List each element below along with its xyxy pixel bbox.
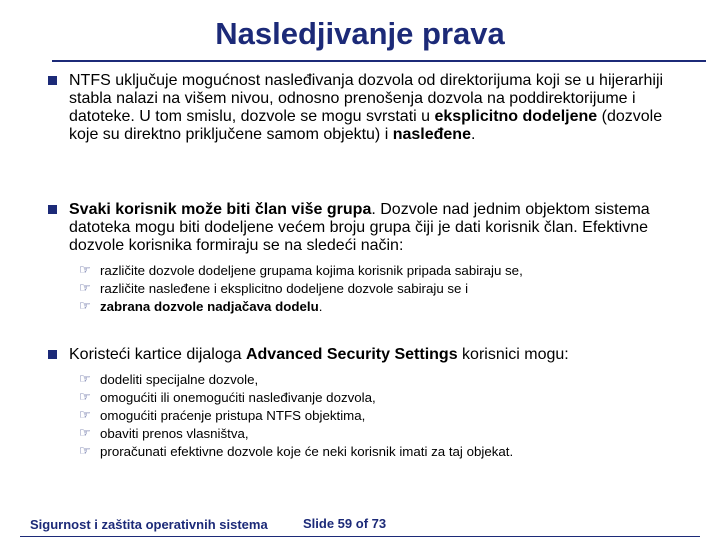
sub-list-item xyxy=(79,298,659,316)
sub-list-item xyxy=(79,371,659,389)
sub-list-item xyxy=(79,389,659,407)
pointing-hand-icon: ☞ xyxy=(79,389,91,404)
sub-item-text: obaviti prenos vlasništva, xyxy=(100,426,249,441)
bullet-segment: korisnici mogu: xyxy=(457,346,569,363)
square-bullet-icon xyxy=(48,76,57,85)
pointing-hand-icon: ☞ xyxy=(79,262,91,277)
bullet-segment-bold: Advanced Security Settings xyxy=(245,346,458,363)
bullet-text xyxy=(69,346,668,364)
bullet-segment: (dozvole koje su direktno priključene samom objektu) i xyxy=(69,108,663,143)
bullet-group-membership xyxy=(48,201,668,255)
sub-item-suffix: . xyxy=(318,299,323,314)
sub-list-item xyxy=(79,425,659,443)
bullet-segment-bold: Svaki korisnik može biti član više grupa xyxy=(69,201,372,218)
bullet-segment: . xyxy=(470,126,476,143)
sub-item-text: omogućiti ili onemogućiti nasleđivanje dozvola, xyxy=(100,390,376,405)
sub-list-item xyxy=(79,262,659,280)
bullet-segment-bold: nasleđene xyxy=(392,126,471,143)
sub-list-effective-permissions xyxy=(79,262,659,316)
sub-item-text: različite dozvole dodeljene grupama kojima korisnik pripada sabiraju se, xyxy=(100,263,523,278)
sub-list-item xyxy=(79,407,659,425)
title-divider xyxy=(52,60,706,62)
bullet-segment-bold: eksplicitno dodeljene xyxy=(434,108,598,125)
slide-title: Nasledjivanje prava xyxy=(215,16,505,51)
pointing-hand-icon: ☞ xyxy=(79,371,91,386)
bullet-text xyxy=(69,72,668,144)
square-bullet-icon xyxy=(48,350,57,359)
sub-item-text: omogućiti praćenje pristupa NTFS objektima, xyxy=(100,408,366,423)
footer-divider xyxy=(20,536,700,537)
sub-list-item xyxy=(79,443,659,461)
pointing-hand-icon: ☞ xyxy=(79,443,91,458)
pointing-hand-icon: ☞ xyxy=(79,280,91,295)
bullet-advanced-security xyxy=(48,346,668,364)
sub-list-item xyxy=(79,280,659,298)
footer-slide-number: Slide 59 of 73 xyxy=(303,516,387,531)
pointing-hand-icon: ☞ xyxy=(79,425,91,440)
sub-item-text: različite nasleđene i eksplicitno dodeljene dozvole sabiraju se i xyxy=(100,281,469,296)
bullet-segment: Koristeći kartice dijaloga xyxy=(69,346,246,363)
bullet-text xyxy=(69,201,668,255)
bullet-segment: . Dozvole nad jednim objektom sistema datoteka mogu biti dodeljene većem broju grupa čiji je dati korisnik član. Efektivne dozvole korisnika formiraju se na sledeći način: xyxy=(69,201,650,254)
square-bullet-icon xyxy=(48,205,57,214)
sub-list-user-capabilities xyxy=(79,371,659,461)
bullet-segment: NTFS uključuje mogućnost nasleđivanja dozvola od direktorijuma koji se u hijerarhiji stabla nalazi na višem nivou, odnosno prenošenja dozvola na poddirektorijume i datoteke. U tom smislu, dozvole se mogu svrstati u xyxy=(69,72,664,125)
pointing-hand-icon: ☞ xyxy=(79,298,91,313)
sub-item-text-bold: zabrana dozvole nadjačava dodelu xyxy=(100,299,319,314)
pointing-hand-icon: ☞ xyxy=(79,407,91,422)
sub-item-text: dodeliti specijalne dozvole, xyxy=(100,372,259,387)
bullet-ntfs-inheritance xyxy=(48,72,668,144)
footer-course-title: Sigurnost i zaštita operativnih sistema xyxy=(30,517,268,532)
sub-item-text: proračunati efektivne dozvole koje će neki korisnik imati za taj objekat. xyxy=(100,444,514,459)
